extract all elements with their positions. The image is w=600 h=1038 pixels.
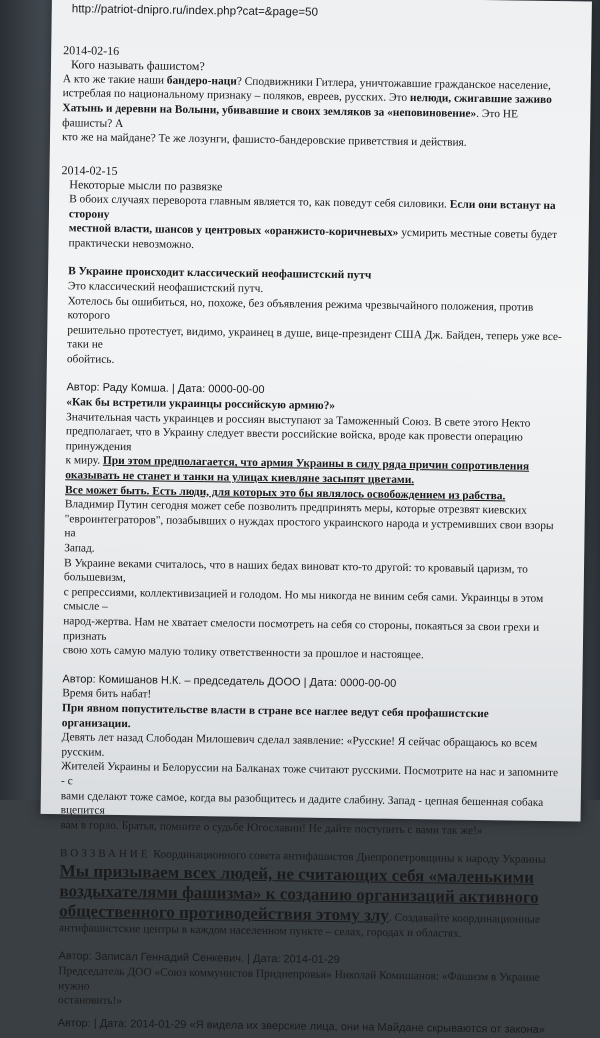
komsha-article: [55, 381, 564, 665]
appeal-subtitle: Координационного совета антифашистов Днепропетровщины к народу Украины: [150, 848, 546, 867]
text-run: практически невозможно.: [68, 236, 195, 251]
text-run: истреблая по национальному признаку – поляков, евреев, русских. Это: [62, 87, 411, 105]
author-text: Автор: | Дата: 2014-01-29: [57, 1017, 187, 1031]
text-line: вам в горло. Братья, помните о судьбе Югославии! Не дайте поступить с вами так же!»: [60, 818, 483, 837]
text-line: обойтись.: [66, 353, 115, 366]
text-line: народ-жертва. Нам не хватает смелости посмотреть на себя со стороны, покаяться за свои грехи и признать: [62, 615, 540, 643]
text-line: "евроинтеграторов", позабывших о нуждах простого украинского народа и устремивших свои взоры на: [64, 513, 554, 540]
article-line: Это классический неофашистский путч.: [67, 280, 264, 295]
article-author: Автор: Раду Комша. | Дата: 0000-00-00: [66, 381, 265, 397]
page-content: [50, 2, 569, 1037]
article-paragraph: [60, 687, 559, 840]
putsch-article: [59, 264, 565, 373]
bold-run: местной власти, шансов у центровых «оранжисто-коричневых»: [68, 222, 399, 239]
appeal-section: [59, 846, 557, 942]
post-date: 2014-02-15: [61, 162, 118, 178]
post-text: [68, 192, 566, 257]
text-run: В обоих случаях переворота главным является то, как поведут себя силовики.: [69, 193, 450, 211]
bold-underlined-run: оказывать не станет и танки на улицах киевляне засыпят цветами.: [65, 469, 415, 487]
text-line: к миру.: [65, 454, 104, 468]
text-line: Девять лет назад Слободан Милошевич сделал заявление: «Русские! Я сейчас обращаюсь ко всем русским.: [61, 731, 538, 759]
post-title: Кого называть фашистом?: [70, 57, 205, 74]
post-title: Некоторые мысли по развязке: [69, 177, 223, 194]
text-line: Владимир Путин сегодня может себе позволить предпринять меры, которые отрезвят киевских: [64, 498, 527, 517]
article-author: Автор: Записал Геннадий Сенкевич. | Дата: 2014-01-29: [58, 950, 340, 967]
text-line: Председатель ДОО «Союз коммунистов Приднепровья» Николай Комишанов: «Фашизм в Украине нужно: [58, 965, 540, 993]
text-line: Значительная часть украинцев и россиян выступают за Таможенный Союз. В свете этого Некто: [66, 410, 531, 430]
article-paragraph: [63, 410, 563, 665]
post-date: 2014-02-16: [63, 42, 120, 58]
bold-run: Хатынь и деревни на Волыни, убивавшие и своих земляков за «неповиновение»: [62, 102, 477, 120]
text-line: решительно протестует, видимо, украинец в душе, вице-президент США Дж. Байден, теперь уже все-таки не: [67, 323, 562, 352]
text-line: вами сделают тоже самое, когда вы разобщитесь и дадите слабину. Запад - цепная бешенная собака вцепится: [60, 789, 544, 817]
post-2014-02-16: [62, 43, 568, 152]
text-line: предполагает, что в Украину следует ввести российские войска, вроде как провести операцию принуждения: [65, 425, 523, 453]
text-run: усмирить местные советы будет: [398, 226, 558, 242]
bold-underlined-run: При этом предполагается, что армия Украины в силу ряда причин сопротивления: [102, 455, 530, 474]
text-line: свою хоть самую малую толику ответственности за прошлое и настоящее.: [62, 644, 424, 662]
bold-run: При явном попустительстве власти в стране все наглее ведут себя профашистские организации.: [61, 702, 489, 730]
text-line: Жителей Украины и Белоруссии на Балканах тоже считают русскими. Посмотрите на нас и запомните - с: [60, 760, 559, 788]
senkevich-article: [58, 950, 556, 1015]
text-run: А кто же такие наши: [62, 72, 167, 87]
komishanov-article: [52, 672, 559, 840]
appeal-title: ВОЗЗВАНИЕ: [59, 847, 151, 861]
text-line: остановить!»: [57, 994, 123, 1008]
bold-run: нелюди, сжигавшие заживо: [409, 92, 552, 107]
page-url: http://patriot-dnipro.ru/index.php?cat=&page=50: [71, 2, 319, 19]
post-text: [62, 72, 568, 152]
bold-run: бандеро-наци: [166, 74, 237, 88]
bold-underlined-run: Все может быть. Есть люди, для которых это бы являлось освобождением из рабства.: [64, 483, 506, 503]
article-question: «Как бы встретили украинцы российскую армию?»: [66, 396, 336, 413]
text-line: В Украине веками считалось, что в наших бедах виноват кто-то другой: то кровавый царизм, то большевизм,: [63, 556, 528, 585]
text-run: . Это НЕ фашисты? А: [62, 107, 519, 130]
text-line: Хотелось бы ошибиться, но, похоже, без объявления режима чрезвычайного положения, против которого: [67, 294, 534, 322]
text-line: Запад.: [64, 542, 95, 555]
text-line: с репрессиями, коллективизацией и голодом. Но мы никогда не виним себя сами. Украинцы в этом смысле –: [63, 586, 544, 614]
appeal-bold-line: Мы призываем всех людей, не считающих себя «маленькими: [59, 861, 535, 887]
post-2014-02-15: [60, 163, 566, 258]
appeal-bold-line: воздыхателями фашизма» к созданию организаций активного: [59, 881, 539, 907]
bold-run: Если они встанут на сторону: [68, 198, 556, 221]
text-run: кто же на майдане? Те же лозунги, фашисто-бандеровские приветствия и действия.: [61, 131, 467, 149]
printed-page: [41, 0, 592, 1036]
text-run: . Создавайте координационные: [388, 911, 541, 926]
article-paragraph: [67, 294, 565, 374]
text-line: Время бить набат!: [62, 687, 152, 701]
article-heading: В Украине происходит классический неофашистский путч: [68, 265, 372, 282]
text-line: антифашистские центры в каждом населенном пункте – селах, городах и областях.: [58, 922, 462, 940]
appeal-bold-line: общественного противодействия этому злу: [59, 901, 390, 925]
text-run: «Я видела их зверские лица, они на Майдане скрываются от закона»: [189, 1018, 545, 1036]
article-author: Автор: Комишанов Н.К. – председатель ДООО | Дата: 0000-00-00: [62, 672, 397, 690]
text-run: ? Сподвижники Гитлера, уничтожавшие гражданское население,: [236, 75, 551, 92]
